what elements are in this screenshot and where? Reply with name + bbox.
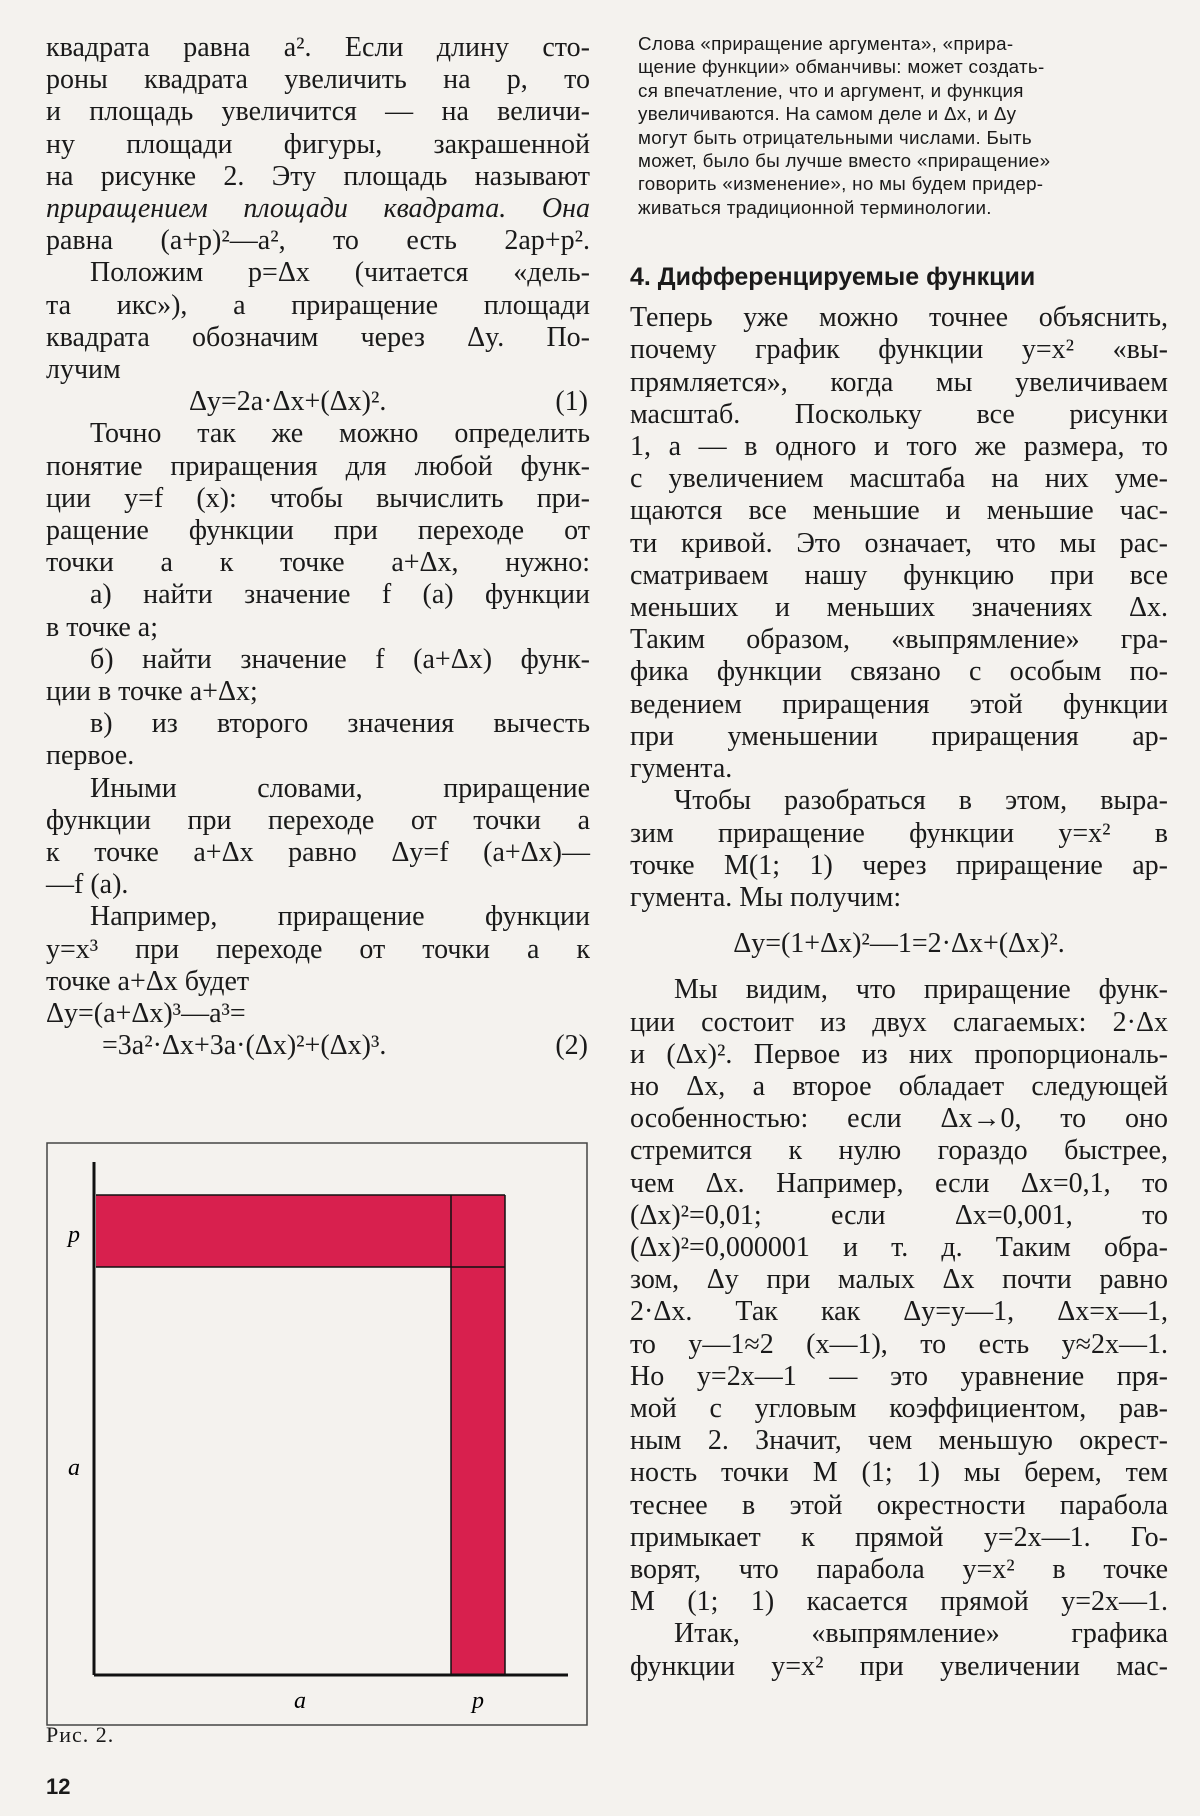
left-column: [46, 32, 590, 1063]
text-line: в точке a;: [46, 611, 158, 643]
text-line: ведением приращения этой функции: [630, 688, 1168, 720]
text-line: понятие приращения для любой функ-: [46, 450, 590, 482]
list-item: а) найти значение f (a) функции: [90, 579, 590, 611]
equation-2-line1: Δy=(a+Δx)³—a³=: [46, 998, 246, 1030]
equation-body: Δy=2a·Δx+(Δx)².: [189, 386, 387, 418]
text-line: ну площади фигуры, закрашенной: [46, 128, 590, 160]
text-line: функции при переходе от точки a: [46, 804, 590, 836]
note-line: щение функции» обманчивы: может создать-: [638, 56, 1045, 78]
text-line: Таким образом, «выпрямление» гра-: [630, 624, 1168, 656]
equation-3: Δy=(1+Δx)²—1=2·Δx+(Δx)².: [733, 928, 1065, 960]
note-line: Слова «приращение аргумента», «прира-: [638, 33, 1014, 54]
text-line: y=x³ при переходе от точки a к: [46, 933, 590, 965]
text-line: Итак, «выпрямление» графика: [674, 1618, 1168, 1650]
text-line: но Δx, а второе обладает следующей: [630, 1070, 1168, 1102]
text-line: мой с угловым коэффициентом, рав-: [630, 1392, 1168, 1424]
right-column: [630, 32, 1168, 1683]
page-number: 12: [46, 1774, 71, 1799]
note-line: живаться традиционной терминологии.: [638, 196, 992, 218]
text-line: 1, а — в одного и того же размера, то: [630, 431, 1168, 463]
text-line: ность точки M (1; 1) мы берем, тем: [630, 1457, 1168, 1489]
text-line: равна (a+p)²—a², то есть 2ap+p².: [46, 225, 590, 257]
figure-caption: Рис. 2.: [46, 1722, 115, 1747]
text-line: масштаб. Поскольку все рисунки: [630, 398, 1168, 430]
label-p-left: p: [68, 1222, 80, 1248]
text-line: Мы видим, что приращение функ-: [674, 974, 1168, 1006]
text-line: особенностью: если Δx→0, то оно: [630, 1103, 1168, 1135]
text-line: 2·Δx. Так как Δy=y—1, Δx=x—1,: [630, 1296, 1168, 1328]
text-line: с увеличением масштаба на них уме-: [630, 463, 1168, 495]
text-line: ти кривой. Это означает, что мы рас-: [630, 527, 1168, 559]
note-line: могут быть отрицательными числами. Быть: [638, 126, 1032, 148]
equation-1: [46, 386, 590, 418]
text-line: Положим p=Δx (читается «дель-: [90, 257, 590, 289]
text-line: та икс»), а приращение площади: [46, 289, 590, 321]
list-item: в) из второго значения вычесть: [90, 708, 590, 740]
label-a-bottom: a: [294, 1688, 306, 1714]
text-line: точки a к точке a+Δx, нужно:: [46, 547, 590, 579]
text-line: примыкает к прямой y=2x—1. Го-: [630, 1521, 1168, 1553]
text-line: гумента.: [630, 753, 733, 785]
text-line: (Δx)²=0,01; если Δx=0,001, то: [630, 1199, 1168, 1231]
text-line: ным 2. Значит, чем меньшую окрест-: [630, 1425, 1168, 1457]
text-line: стремится к нулю гораздо быстрее,: [630, 1135, 1168, 1167]
text-line: точке M(1; 1) через приращение ар-: [630, 849, 1168, 881]
text-line: M (1; 1) касается прямой y=2x—1.: [630, 1586, 1168, 1618]
increment-strip-top: [96, 1195, 505, 1267]
text-line: гумента. Мы получим:: [630, 881, 902, 913]
label-p-bottom: p: [472, 1688, 484, 1714]
text-line: ращение функции при переходе от: [46, 515, 590, 547]
text-line: Но y=2x—1 — это уравнение пря-: [630, 1360, 1168, 1392]
text-line: квадрата обозначим через Δy. По-: [46, 321, 590, 353]
text-line: первое.: [46, 740, 135, 772]
equation-number: (1): [555, 386, 588, 418]
text-line: и площадь увеличится — на величи-: [46, 96, 590, 128]
text-line: квадрата равна a². Если длину сто-: [46, 32, 590, 63]
text-line: —f (a).: [46, 869, 129, 901]
note-line: ся впечатление, что и аргумент, и функция: [638, 79, 1024, 101]
text-line: при уменьшении приращения ар-: [630, 720, 1168, 752]
list-item: б) найти значение f (a+Δx) функ-: [90, 643, 590, 675]
text-line: точке a+Δx будет: [46, 965, 250, 997]
section-heading: 4. Дифференцируемые функции: [630, 263, 1036, 292]
text-line: ции в точке a+Δx;: [46, 676, 258, 708]
text-line: фика функции связано с особым по-: [630, 656, 1168, 688]
text-line: функции y=x² при увеличении мас-: [630, 1650, 1168, 1682]
text-line: Точно так же можно определить: [90, 418, 590, 450]
text-line: Иными словами, приращение: [90, 772, 590, 804]
text-line: ции y=f (x): чтобы вычислить при-: [46, 482, 590, 514]
text-line: приращением площади квадрата. Она: [46, 193, 590, 225]
text-line: и (Δx)². Первое из них пропорциональ-: [630, 1038, 1168, 1070]
note-line: может, было бы лучше вместо «приращение»: [638, 150, 1051, 172]
text-line: Теперь уже можно точнее объяснить,: [630, 302, 1168, 334]
text-line: ции состоит из двух слагаемых: 2·Δx: [630, 1006, 1168, 1038]
equation-body: =3a²·Δx+3a·(Δx)²+(Δx)³.: [102, 1030, 387, 1062]
text-line: чем Δx. Например, если Δx=0,1, то: [630, 1167, 1168, 1199]
figure-2: [46, 1142, 590, 1728]
text-line: роны квадрата увеличить на p, то: [46, 64, 590, 96]
text-line: то y—1≈2 (x—1), то есть y≈2x—1.: [630, 1328, 1168, 1360]
text-line: теснее в этой окрестности парабола: [630, 1489, 1168, 1521]
text-line: прямляется», когда мы увеличиваем: [630, 366, 1168, 398]
footnote: [630, 32, 1168, 219]
text-line: лучим: [46, 354, 121, 386]
note-line: увеличиваются. На самом деле и Δx, и Δy: [638, 103, 1017, 125]
text-line: зим приращение функции y=x² в: [630, 817, 1168, 849]
increment-strip-right: [451, 1267, 505, 1675]
text-line: Чтобы разобраться в этом, выра-: [674, 785, 1168, 817]
text-line: на рисунке 2. Эту площадь называют: [46, 160, 590, 192]
text-line: меньших и меньших значениях Δx.: [630, 592, 1168, 624]
text-line: щаются все меньшие и меньшие час-: [630, 495, 1168, 527]
text-line: Например, приращение функции: [90, 901, 590, 933]
text-line: ворят, что парабола y=x² в точке: [630, 1553, 1168, 1585]
text-line: почему график функции y=x² «вы-: [630, 334, 1168, 366]
text-line: зом, Δy при малых Δx почти равно: [630, 1264, 1168, 1296]
text-line: (Δx)²=0,000001 и т. д. Таким обра-: [630, 1231, 1168, 1263]
equation-2: [46, 1030, 590, 1062]
text-line: сматриваем нашу функцию при все: [630, 559, 1168, 591]
text-line: к точке a+Δx равно Δy=f (a+Δx)—: [46, 837, 590, 869]
label-a-left: a: [68, 1455, 80, 1481]
equation-number: (2): [555, 1030, 588, 1062]
note-line: говорить «изменение», но мы будем придер-: [638, 173, 1044, 195]
